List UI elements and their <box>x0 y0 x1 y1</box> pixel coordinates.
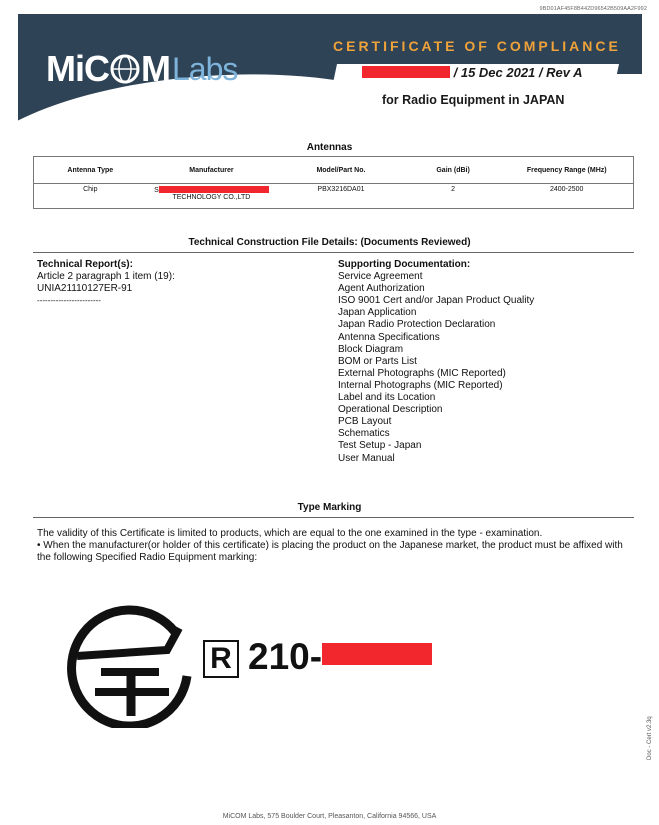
type-marking-title: Type Marking <box>297 502 362 513</box>
list-item: BOM or Parts List <box>338 355 417 367</box>
table-row: Chip S TECHNOLOGY CO.,LTD PBX3216DA01 2 2400-2500 <box>83 186 584 201</box>
list-item: PCB Layout <box>338 416 392 428</box>
list-item: Japan Application <box>338 307 417 319</box>
list-item: Block Diagram <box>338 343 404 355</box>
document-id: 9BD01AF45F8B442D96542B509AA2F992 <box>539 6 647 12</box>
list-item: External Photographs (MIC Reported) <box>338 367 506 379</box>
list-item: Operational Description <box>338 404 443 416</box>
list-item: Service Agreement <box>338 271 423 283</box>
validity-text: The validity of this Certificate is limited to products, which are equal to the one examined in the type - examination. • When the manufacturer(or holder of this certificate) is placing the product on the Japanese market, the product must be affixed with the following Specified Radio Equipment marking: <box>37 528 623 563</box>
certificate-title: CERTIFICATE OF COMPLIANCE <box>333 38 621 54</box>
for-radio-equipment: for Radio Equipment in JAPAN <box>382 93 565 107</box>
divider <box>33 517 634 518</box>
list-item: Test Setup - Japan <box>338 440 422 452</box>
antennas-title: Antennas <box>306 142 353 153</box>
list-item: Label and its Location <box>338 392 436 404</box>
list-item: User Manual <box>338 452 395 464</box>
list-item: Antenna Specifications <box>338 331 440 343</box>
table-header: Antenna Type Manufacturer Model/Part No. Gain (dBi) Frequency Range (MHz) <box>34 157 633 184</box>
technical-reports: Technical Report(s): Article 2 paragraph 1 item (19): UNIA21110127ER-91 ------------------------ <box>37 259 175 305</box>
registration-number: 210- <box>248 636 432 678</box>
divider <box>33 252 634 253</box>
antennas-table <box>33 156 634 209</box>
certificate-number: / 15 Dec 2021 / Rev A <box>362 65 583 80</box>
tcf-title: Technical Construction File Details: (Documents Reviewed) <box>188 237 471 248</box>
redaction-bar <box>322 643 432 665</box>
list-item: ISO 9001 Cert and/or Japan Product Quality <box>338 295 535 307</box>
micom-labs-logo: MiC M Labs <box>46 48 238 89</box>
r-mark: R <box>203 640 239 678</box>
japan-mic-mark-icon <box>63 594 199 728</box>
list-item: Internal Photographs (MIC Reported) <box>338 379 503 391</box>
redaction-bar <box>362 66 450 78</box>
list-item: Japan Radio Protection Declaration <box>338 319 496 331</box>
footer-address: MiCOM Labs, 575 Boulder Court, Pleasanton, California 94566, USA <box>222 813 437 820</box>
document-version: Doc - Cert v2.3q <box>647 716 653 760</box>
redaction-bar <box>159 186 269 193</box>
supporting-documentation: Supporting Documentation: Service Agreement Agent Authorization ISO 9001 Cert and/or Japan Product Quality Japan Application Japan Radio Protection Declaration Antenna Specifications Block Diagram BOM or Parts List External Photographs (MIC Reported) Internal Photographs (MIC Reported) Label and its Location Operational Description PCB Layout Schematics Test Setup - Japan User Manual <box>338 259 535 464</box>
list-item: Schematics <box>338 428 390 440</box>
globe-icon <box>110 54 140 84</box>
list-item: Agent Authorization <box>338 283 425 295</box>
